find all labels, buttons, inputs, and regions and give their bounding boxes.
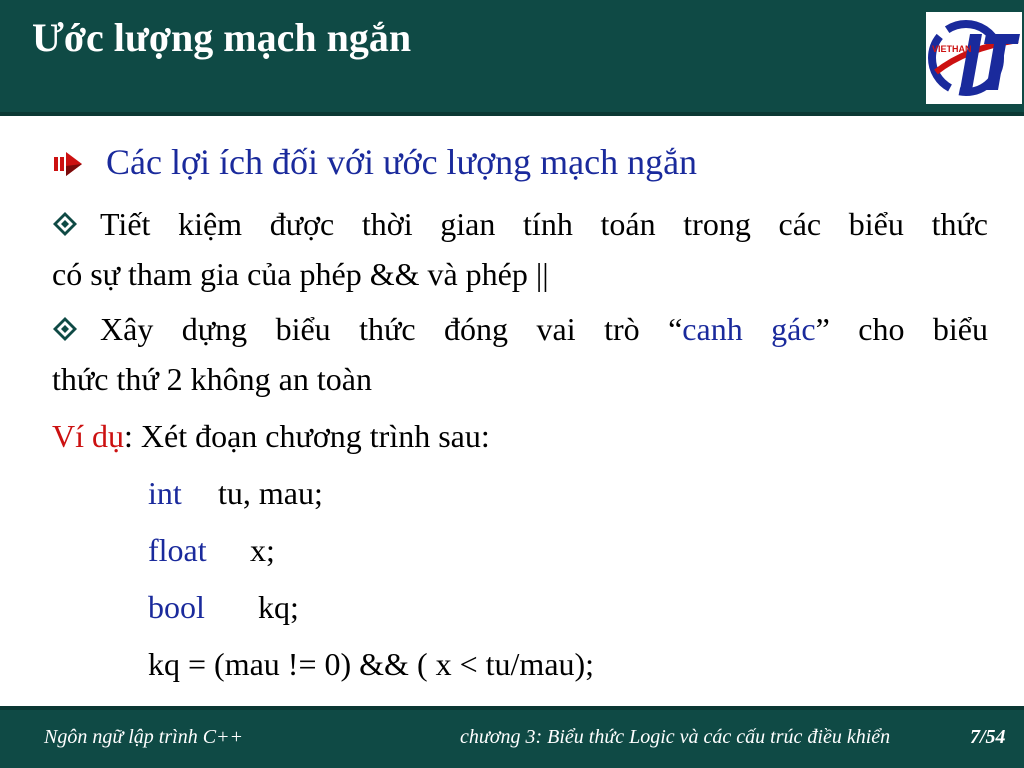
bullet-2-line-2: thức thứ 2 không an toàn bbox=[52, 361, 372, 397]
arrow-bullet-icon bbox=[52, 148, 84, 180]
code-line-3 bbox=[148, 588, 299, 626]
chapter-name: chương 3: Biểu thức Logic và các cấu trúc điều khiển bbox=[460, 726, 891, 748]
section-heading: Các lợi ích đối với ước lượng mạch ngắn bbox=[106, 142, 698, 182]
example-label: Ví dụ bbox=[52, 418, 124, 454]
bullet-2-text-post: ” cho biểu bbox=[815, 311, 989, 347]
example-line bbox=[52, 417, 490, 455]
slide-title: Ước lượng mạch ngắn bbox=[32, 15, 412, 60]
code-keyword: float bbox=[148, 532, 207, 568]
code-line-2 bbox=[148, 531, 275, 569]
code-text: kq = (mau != 0) && ( x < tu/mau); bbox=[148, 646, 595, 682]
bullet-2-line-1 bbox=[100, 310, 988, 348]
page-number: 7/54 bbox=[970, 726, 1006, 748]
code-keyword: int bbox=[148, 475, 182, 511]
bullet-1-line-2: có sự tham gia của phép && và phép || bbox=[52, 256, 549, 292]
logo-text: VIETHAN bbox=[932, 44, 972, 54]
code-line-4 bbox=[148, 645, 594, 683]
bullet-1-line-1: Tiết kiệm được thời gian tính toán trong các biểu thức bbox=[100, 206, 988, 242]
code-text: tu, mau; bbox=[218, 475, 323, 511]
canh-gac-highlight: canh gác bbox=[682, 311, 816, 347]
diamond-bullet-icon bbox=[52, 211, 78, 237]
course-name: Ngôn ngữ lập trình C++ bbox=[44, 726, 244, 748]
code-text: x; bbox=[250, 532, 275, 568]
code-line-1 bbox=[148, 474, 323, 512]
example-text: : Xét đoạn chương trình sau: bbox=[124, 418, 490, 454]
code-keyword: bool bbox=[148, 589, 205, 625]
bullet-2-text-pre: Xây dựng biểu thức đóng vai trò “ bbox=[100, 311, 683, 347]
diamond-bullet-icon bbox=[52, 316, 78, 342]
code-text: kq; bbox=[258, 589, 299, 625]
